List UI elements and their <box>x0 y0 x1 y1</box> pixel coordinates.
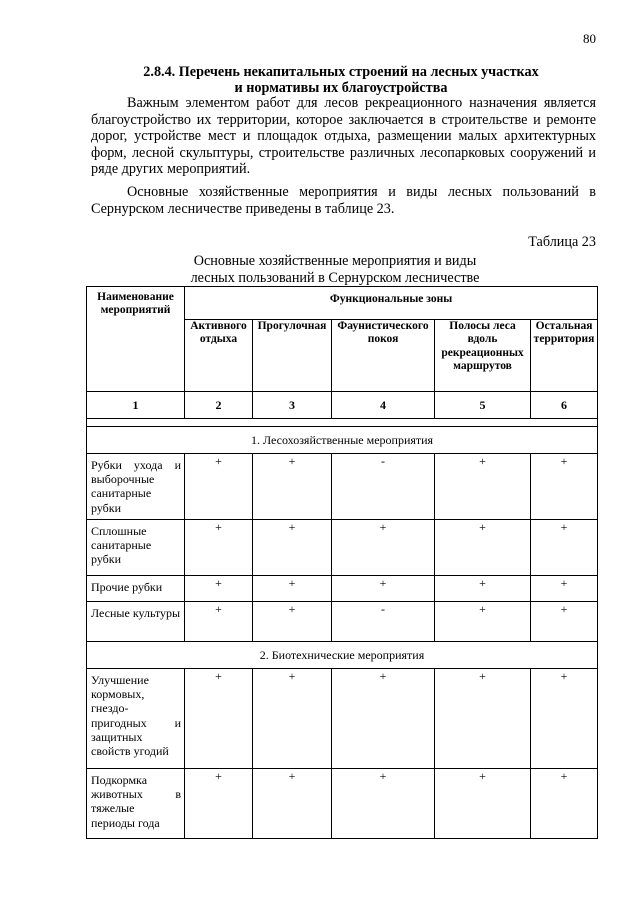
heading-line-1: 2.8.4. Перечень некапитальных строений на лесных участках <box>143 64 539 80</box>
table-cell-mark: + <box>435 769 531 839</box>
table-cell-mark: + <box>531 602 598 642</box>
table-cell-mark: + <box>531 520 598 576</box>
table-cell-mark: + <box>253 520 332 576</box>
table-cell-mark: + <box>253 669 332 769</box>
page-number: 80 <box>583 31 596 46</box>
table-cell-mark: + <box>332 520 435 576</box>
header-zone: Полосы леса вдоль рекреационных маршрутов <box>435 320 531 392</box>
section-title: 1. Лесохозяйственные мероприятия <box>87 427 598 454</box>
table-cell-mark: - <box>332 454 435 520</box>
table-caption <box>150 253 520 286</box>
column-number: 4 <box>332 392 435 419</box>
table-row-name: Подкормка животных в тяжелые периоды года <box>87 769 185 839</box>
section-title: 2. Биотехнические мероприятия <box>87 642 598 669</box>
table-row-name: Прочие рубки <box>87 576 185 602</box>
table-cell-mark: + <box>185 769 253 839</box>
table-cell-mark: + <box>332 769 435 839</box>
table-cell-mark: + <box>332 669 435 769</box>
table-cell-mark: + <box>185 520 253 576</box>
table-cell-mark: + <box>253 602 332 642</box>
table-cell-mark: + <box>332 576 435 602</box>
table-cell-mark: - <box>332 602 435 642</box>
table-cell-mark: + <box>253 454 332 520</box>
table-label: Таблица 23 <box>528 234 596 250</box>
column-number: 3 <box>253 392 332 419</box>
table-row-name: Лесные культуры <box>87 602 185 642</box>
table-caption-line-2: лесных пользований в Сернурском лесничестве <box>190 269 480 286</box>
table-row-name: Сплошные санитарные рубки <box>87 520 185 576</box>
header-zone: Прогулочная <box>253 320 332 392</box>
activities-table <box>86 286 598 839</box>
table-cell-mark: + <box>435 576 531 602</box>
header-zones: Функциональные зоны <box>185 287 598 320</box>
table-cell-mark: + <box>531 669 598 769</box>
paragraph-2: Основные хозяйственные мероприятия и виды лесных пользований в Сернурском лесничестве приведены в таблице 23. <box>91 184 596 217</box>
column-number: 1 <box>87 392 185 419</box>
column-number: 6 <box>531 392 598 419</box>
header-activity: Наименование мероприятий <box>87 287 185 392</box>
spacer-row <box>87 419 598 427</box>
table-cell-mark: + <box>435 520 531 576</box>
table-row-name: Улучшение кормовых, гнездо-пригодных и защитных свойств угодий <box>87 669 185 769</box>
column-number: 2 <box>185 392 253 419</box>
table-cell-mark: + <box>185 669 253 769</box>
table-cell-mark: + <box>531 454 598 520</box>
header-zone: Активного отдыха <box>185 320 253 392</box>
table-cell-mark: + <box>253 769 332 839</box>
table-cell-mark: + <box>435 602 531 642</box>
table-cell-mark: + <box>185 602 253 642</box>
paragraph-1: Важным элементом работ для лесов рекреационного назначения является благоустройство их территории, которое заключается в строительстве и ремонте дорог, устройстве мест и площадок отдыха, размещении малых архитектурных форм, лесной скульптуры, строительстве различных лесопарковых сооружений и ряде других мероприятий. <box>91 95 596 178</box>
header-zone: Фаунистического покоя <box>332 320 435 392</box>
section-heading <box>86 64 596 96</box>
column-number: 5 <box>435 392 531 419</box>
table-cell-mark: + <box>531 769 598 839</box>
table-cell-mark: + <box>185 576 253 602</box>
table-cell-mark: + <box>435 454 531 520</box>
table-cell-mark: + <box>253 576 332 602</box>
table-caption-line-1: Основные хозяйственные мероприятия и виды <box>193 253 477 269</box>
header-zone: Остальная территория <box>531 320 598 392</box>
heading-line-2: и нормативы их благоустройства <box>234 80 448 96</box>
table-cell-mark: + <box>185 454 253 520</box>
table-cell-mark: + <box>531 576 598 602</box>
table-cell-mark: + <box>435 669 531 769</box>
table-row-name: Рубки ухода и выборочные санитарные рубки <box>87 454 185 520</box>
